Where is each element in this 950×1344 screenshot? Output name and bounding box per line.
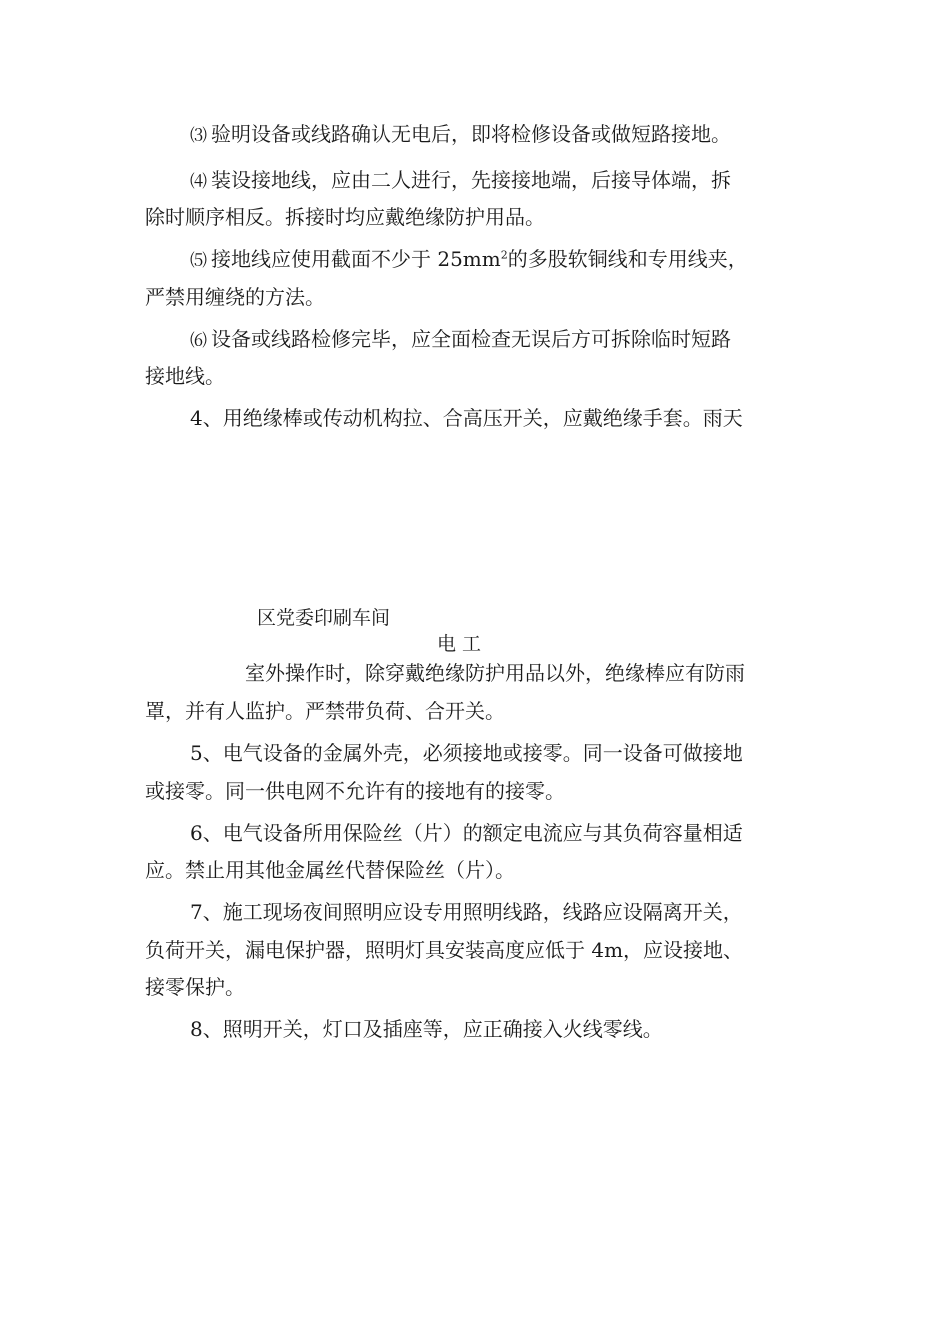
paragraph-5-line-1 bbox=[190, 246, 748, 274]
item-5-line-2: 或接零。同一供电网不允许有的接地有的接零。 bbox=[145, 779, 565, 803]
paragraph-4-line-2: 除时顺序相反。拆接时均应戴绝缘防护用品。 bbox=[145, 205, 545, 229]
paragraph-4-line-1 bbox=[190, 167, 731, 195]
paragraph-marker: ⑶ bbox=[190, 126, 207, 146]
item-5-line-1: 5、电气设备的金属外壳，必须接地或接零。同一设备可做接地 bbox=[190, 741, 743, 765]
header-role: 电工 bbox=[437, 633, 488, 655]
paragraph-3-line-1 bbox=[190, 121, 731, 149]
paragraph-5-line-2: 严禁用缠绕的方法。 bbox=[145, 285, 325, 309]
paragraph-text: 装设接地线，应由二人进行，先接接地端，后接导体端，拆 bbox=[211, 168, 731, 192]
paragraph-6-line-1 bbox=[190, 326, 731, 354]
item-6-line-2: 应。禁止用其他金属丝代替保险丝（片）。 bbox=[145, 858, 515, 882]
item-6-line-1: 6、电气设备所用保险丝（片）的额定电流应与其负荷容量相适 bbox=[190, 821, 743, 845]
item-7-line-3: 接零保护。 bbox=[145, 975, 245, 999]
header-organization: 区党委印刷车间 bbox=[257, 607, 391, 629]
paragraph-text: 设备或线路检修完毕，应全面检查无误后方可拆除临时短路 bbox=[211, 327, 731, 351]
item-4-continued-line-1: 室外操作时，除穿戴绝缘防护用品以外，绝缘棒应有防雨 bbox=[245, 661, 745, 685]
paragraph-text: 的多股软铜线和专用线夹， bbox=[507, 247, 748, 271]
item-8-line-1: 8、照明开关，灯口及插座等，应正确接入火线零线。 bbox=[190, 1017, 663, 1041]
paragraph-text: 验明设备或线路确认无电后，即将检修设备或做短路接地。 bbox=[211, 122, 731, 146]
item-7-line-1: 7、施工现场夜间照明应设专用照明线路，线路应设隔离开关， bbox=[190, 900, 743, 924]
paragraph-marker: ⑸ bbox=[190, 251, 207, 271]
superscript: 2 bbox=[500, 248, 508, 262]
paragraph-text: 接地线应使用截面不少于 25mm bbox=[211, 247, 501, 271]
item-7-line-2: 负荷开关，漏电保护器，照明灯具安装高度应低于 4m，应设接地、 bbox=[145, 938, 744, 962]
item-4-line-1: 4、用绝缘棒或传动机构拉、合高压开关，应戴绝缘手套。雨天 bbox=[190, 406, 743, 430]
paragraph-marker: ⑹ bbox=[190, 331, 207, 351]
item-4-continued-line-2: 罩，并有人监护。严禁带负荷、合开关。 bbox=[145, 699, 505, 723]
paragraph-marker: ⑷ bbox=[190, 172, 207, 192]
paragraph-6-line-2: 接地线。 bbox=[145, 364, 225, 388]
